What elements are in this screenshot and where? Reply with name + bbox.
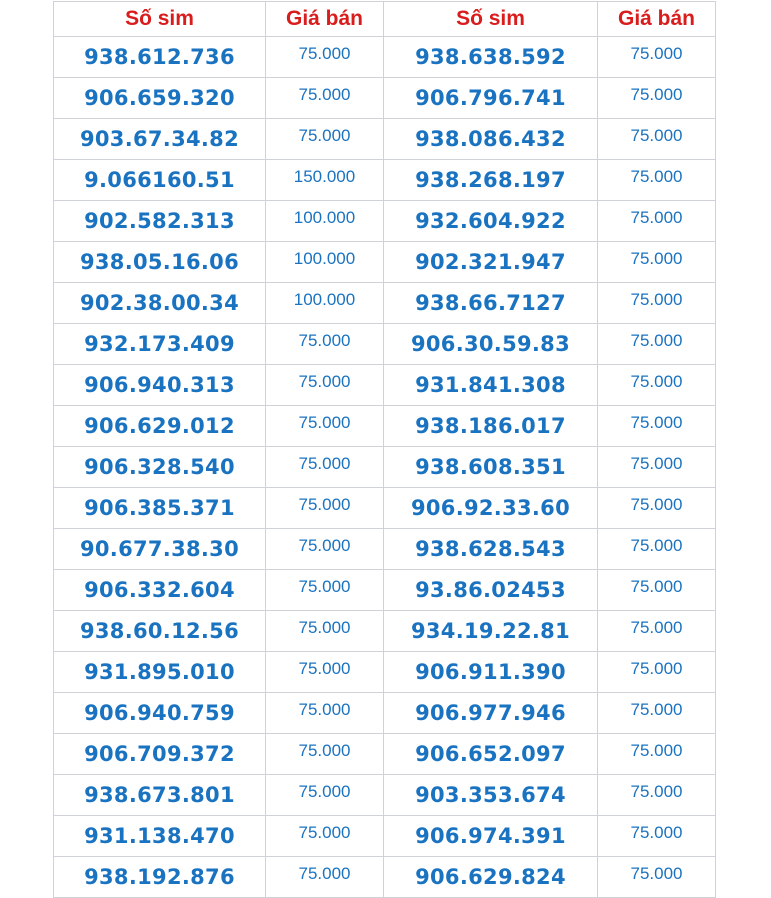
header-sim-number-1: Số sim: [54, 2, 266, 37]
sim-number-cell: 931.138.470: [54, 816, 266, 857]
sim-number-cell: 906.652.097: [384, 734, 598, 775]
price-cell: 75.000: [598, 693, 716, 734]
price-cell: 75.000: [598, 529, 716, 570]
sim-number-cell: 906.629.012: [54, 406, 266, 447]
price-cell: 75.000: [598, 488, 716, 529]
sim-number-cell: 903.67.34.82: [54, 119, 266, 160]
price-cell: 75.000: [266, 488, 384, 529]
sim-number-cell: 938.638.592: [384, 37, 598, 78]
sim-number-cell: 938.612.736: [54, 37, 266, 78]
sim-number-cell: 906.940.313: [54, 365, 266, 406]
price-cell: 75.000: [598, 816, 716, 857]
table-row: [54, 365, 716, 406]
price-cell: 75.000: [598, 160, 716, 201]
price-cell: 75.000: [266, 365, 384, 406]
table-row: [54, 734, 716, 775]
sim-number-cell: 938.628.543: [384, 529, 598, 570]
table-header-row: [54, 2, 716, 37]
price-cell: 75.000: [598, 324, 716, 365]
sim-number-cell: 90.677.38.30: [54, 529, 266, 570]
sim-number-cell: 906.940.759: [54, 693, 266, 734]
sim-number-cell: 938.66.7127: [384, 283, 598, 324]
table-row: [54, 857, 716, 898]
table-row: [54, 693, 716, 734]
price-cell: 75.000: [598, 775, 716, 816]
price-cell: 100.000: [266, 201, 384, 242]
price-cell: 75.000: [598, 283, 716, 324]
sim-number-cell: 906.977.946: [384, 693, 598, 734]
table-body: [54, 37, 716, 898]
sim-number-cell: 902.582.313: [54, 201, 266, 242]
sim-price-table: [53, 1, 716, 898]
price-cell: 75.000: [266, 775, 384, 816]
price-cell: 75.000: [598, 119, 716, 160]
price-cell: 75.000: [266, 447, 384, 488]
sim-number-cell: 9.066160.51: [54, 160, 266, 201]
sim-number-cell: 906.796.741: [384, 78, 598, 119]
sim-number-cell: 938.673.801: [54, 775, 266, 816]
sim-number-cell: 906.385.371: [54, 488, 266, 529]
price-cell: 150.000: [266, 160, 384, 201]
table-row: [54, 160, 716, 201]
table-row: [54, 242, 716, 283]
sim-number-cell: 906.911.390: [384, 652, 598, 693]
table-row: [54, 816, 716, 857]
price-cell: 75.000: [266, 734, 384, 775]
sim-number-cell: 93.86.02453: [384, 570, 598, 611]
price-cell: 75.000: [598, 857, 716, 898]
sim-number-cell: 938.086.432: [384, 119, 598, 160]
sim-number-cell: 903.353.674: [384, 775, 598, 816]
sim-number-cell: 906.709.372: [54, 734, 266, 775]
table-row: [54, 78, 716, 119]
sim-number-cell: 931.841.308: [384, 365, 598, 406]
table-row: [54, 447, 716, 488]
sim-number-cell: 938.608.351: [384, 447, 598, 488]
price-cell: 100.000: [266, 283, 384, 324]
sim-number-cell: 906.92.33.60: [384, 488, 598, 529]
price-cell: 75.000: [598, 570, 716, 611]
sim-number-cell: 932.604.922: [384, 201, 598, 242]
price-cell: 75.000: [266, 570, 384, 611]
price-cell: 75.000: [266, 529, 384, 570]
price-cell: 75.000: [266, 693, 384, 734]
price-cell: 75.000: [598, 734, 716, 775]
table-row: [54, 488, 716, 529]
sim-number-cell: 906.328.540: [54, 447, 266, 488]
price-cell: 75.000: [266, 652, 384, 693]
price-cell: 75.000: [266, 324, 384, 365]
price-cell: 75.000: [266, 37, 384, 78]
sim-number-cell: 906.30.59.83: [384, 324, 598, 365]
table-row: [54, 775, 716, 816]
sim-number-cell: 934.19.22.81: [384, 611, 598, 652]
table-row: [54, 652, 716, 693]
header-sim-number-2: Số sim: [384, 2, 598, 37]
price-cell: 75.000: [598, 406, 716, 447]
price-cell: 75.000: [598, 447, 716, 488]
price-cell: 75.000: [266, 406, 384, 447]
header-price-1: Giá bán: [266, 2, 384, 37]
price-cell: 75.000: [598, 78, 716, 119]
sim-number-cell: 938.60.12.56: [54, 611, 266, 652]
table-row: [54, 324, 716, 365]
price-cell: 75.000: [598, 37, 716, 78]
price-cell: 75.000: [266, 119, 384, 160]
table-row: [54, 406, 716, 447]
table-row: [54, 37, 716, 78]
table-row: [54, 283, 716, 324]
sim-number-cell: 906.629.824: [384, 857, 598, 898]
sim-number-cell: 906.974.391: [384, 816, 598, 857]
sim-number-cell: 902.321.947: [384, 242, 598, 283]
sim-number-cell: 902.38.00.34: [54, 283, 266, 324]
table-row: [54, 570, 716, 611]
sim-number-cell: 938.186.017: [384, 406, 598, 447]
price-cell: 100.000: [266, 242, 384, 283]
sim-number-cell: 938.192.876: [54, 857, 266, 898]
price-cell: 75.000: [598, 365, 716, 406]
table-row: [54, 119, 716, 160]
price-cell: 75.000: [266, 816, 384, 857]
sim-number-cell: 938.05.16.06: [54, 242, 266, 283]
price-cell: 75.000: [598, 242, 716, 283]
price-cell: 75.000: [266, 857, 384, 898]
table-row: [54, 611, 716, 652]
sim-number-cell: 931.895.010: [54, 652, 266, 693]
price-cell: 75.000: [598, 611, 716, 652]
table-row: [54, 201, 716, 242]
header-price-2: Giá bán: [598, 2, 716, 37]
price-cell: 75.000: [598, 652, 716, 693]
sim-number-cell: 932.173.409: [54, 324, 266, 365]
price-cell: 75.000: [266, 78, 384, 119]
sim-number-cell: 906.659.320: [54, 78, 266, 119]
price-cell: 75.000: [266, 611, 384, 652]
price-cell: 75.000: [598, 201, 716, 242]
table-row: [54, 529, 716, 570]
sim-number-cell: 906.332.604: [54, 570, 266, 611]
sim-number-cell: 938.268.197: [384, 160, 598, 201]
